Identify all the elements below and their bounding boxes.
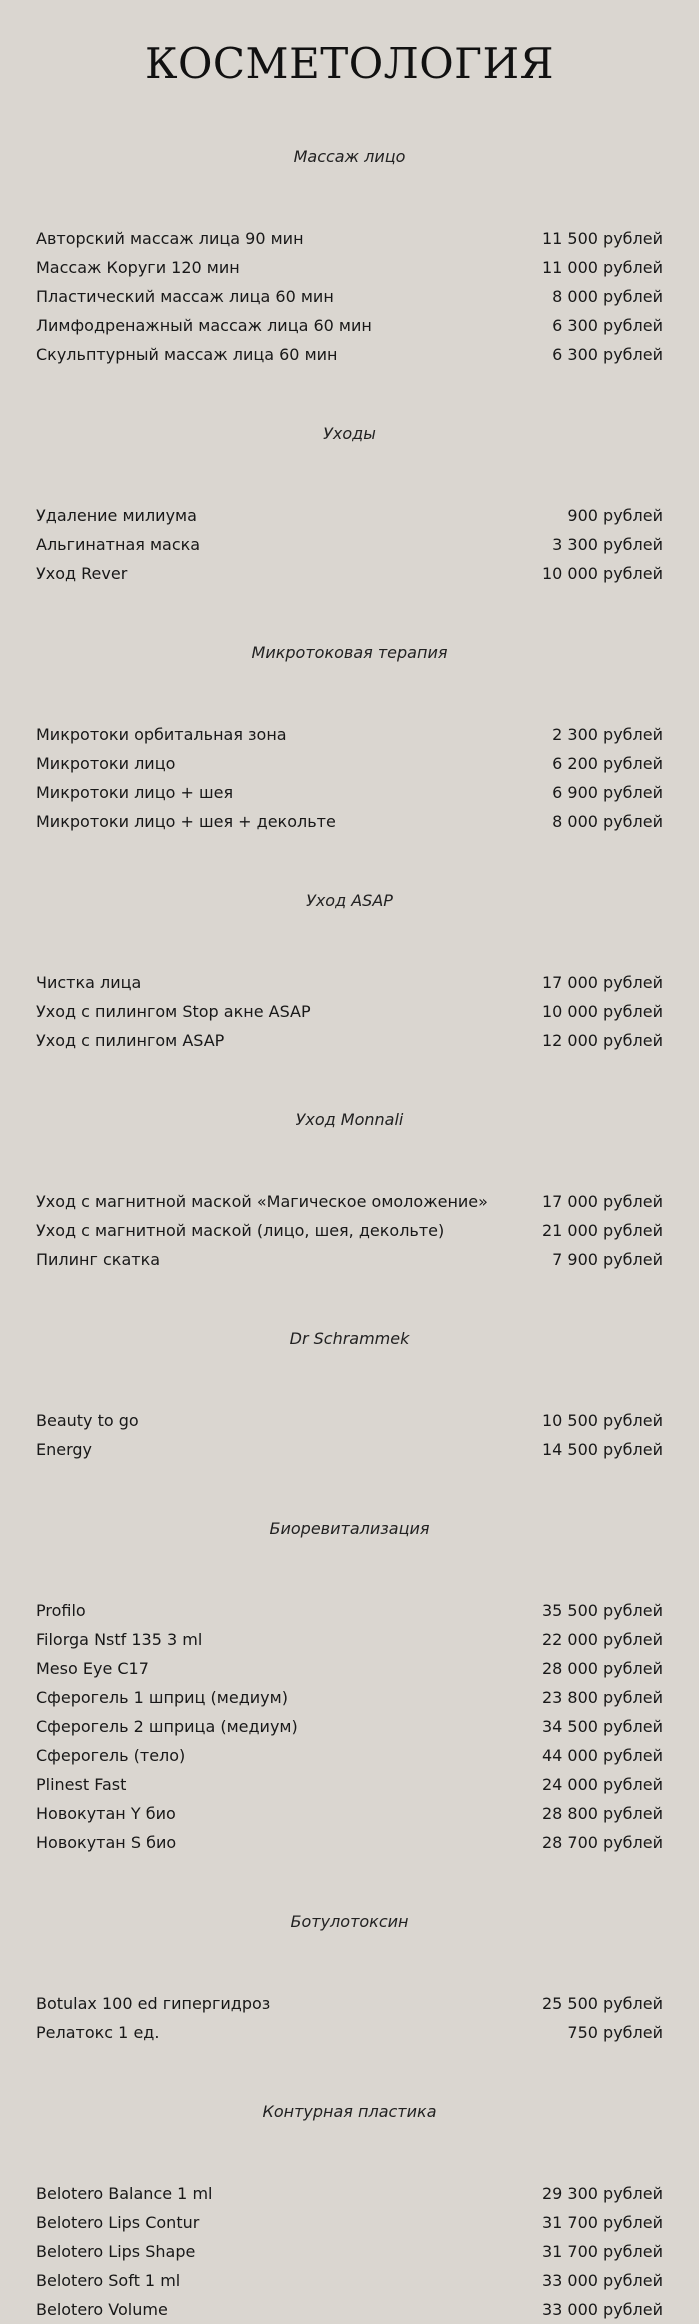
service-name: Beauty to go xyxy=(36,1411,139,1430)
service-price: 8 000 рублей xyxy=(552,287,663,306)
price-section xyxy=(36,886,663,1055)
service-name: Новокутан Y био xyxy=(36,1804,176,1823)
service-price: 24 000 рублей xyxy=(541,1775,663,1794)
service-price: 10 500 рублей xyxy=(541,1411,663,1430)
service-name: Сферогель 1 шприц (медиум) xyxy=(36,1688,288,1707)
section-title: Уход ASAP xyxy=(306,891,393,910)
price-section xyxy=(36,419,663,588)
price-row xyxy=(36,1187,663,1216)
service-price: 2 300 рублей xyxy=(552,725,663,744)
service-price: 750 рублей xyxy=(567,2023,663,2042)
price-list xyxy=(36,1989,663,2047)
price-section xyxy=(36,2097,663,2324)
service-price: 22 000 рублей xyxy=(541,1630,663,1649)
price-row xyxy=(36,1406,663,1435)
price-row xyxy=(36,530,663,559)
service-price: 11 500 рублей xyxy=(541,229,663,248)
service-price: 28 800 рублей xyxy=(541,1804,663,1823)
price-row xyxy=(36,1989,663,2018)
price-list xyxy=(36,501,663,588)
section-title: Ботулотоксин xyxy=(290,1912,409,1931)
price-row xyxy=(36,2179,663,2208)
price-section xyxy=(36,1105,663,1274)
service-name: Profilo xyxy=(36,1601,86,1620)
service-price: 34 500 рублей xyxy=(541,1717,663,1736)
price-list xyxy=(36,2179,663,2324)
section-title: Уходы xyxy=(323,424,376,443)
service-name: Belotero Soft 1 ml xyxy=(36,2271,181,2290)
service-name: Energy xyxy=(36,1440,93,1459)
price-section xyxy=(36,142,663,369)
service-price: 44 000 рублей xyxy=(541,1746,663,1765)
service-price: 31 700 рублей xyxy=(541,2242,663,2261)
service-price: 29 300 рублей xyxy=(541,2184,663,2203)
price-row xyxy=(36,1828,663,1857)
service-name: Удаление милиума xyxy=(36,506,197,525)
service-name: Пилинг скатка xyxy=(36,1250,161,1269)
service-name: Botulax 100 ed гипергидроз xyxy=(36,1994,271,2013)
service-name: Belotero Lips Shape xyxy=(36,2242,196,2261)
service-name: Чистка лица xyxy=(36,973,142,992)
service-price: 10 000 рублей xyxy=(541,564,663,583)
price-row xyxy=(36,1654,663,1683)
service-name: Микротоки орбитальная зона xyxy=(36,725,287,744)
service-name: Сферогель (тело) xyxy=(36,1746,186,1765)
service-name: Новокутан S био xyxy=(36,1833,177,1852)
service-name: Массаж Коруги 120 мин xyxy=(36,258,240,277)
section-title: Контурная пластика xyxy=(262,2102,437,2121)
service-price: 17 000 рублей xyxy=(541,973,663,992)
section-title: Микротоковая терапия xyxy=(251,643,448,662)
price-row xyxy=(36,807,663,836)
service-name: Filorga Nstf 135 3 ml xyxy=(36,1630,203,1649)
price-row xyxy=(36,282,663,311)
price-row xyxy=(36,2266,663,2295)
service-name: Plinest Fast xyxy=(36,1775,127,1794)
price-row xyxy=(36,1683,663,1712)
price-row xyxy=(36,778,663,807)
price-row xyxy=(36,1596,663,1625)
service-price: 12 000 рублей xyxy=(541,1031,663,1050)
service-price: 31 700 рублей xyxy=(541,2213,663,2232)
price-row xyxy=(36,997,663,1026)
service-name: Belotero Lips Contur xyxy=(36,2213,200,2232)
section-title: Массаж лицо xyxy=(293,147,406,166)
service-name: Сферогель 2 шприца (медиум) xyxy=(36,1717,298,1736)
price-list xyxy=(36,224,663,369)
price-list xyxy=(36,1596,663,1857)
service-price: 14 500 рублей xyxy=(541,1440,663,1459)
price-row xyxy=(36,1245,663,1274)
price-row xyxy=(36,340,663,369)
service-price: 25 500 рублей xyxy=(541,1994,663,2013)
price-row xyxy=(36,1712,663,1741)
price-list xyxy=(36,720,663,836)
price-list xyxy=(36,1406,663,1464)
price-row xyxy=(36,749,663,778)
service-name: Микротоки лицо xyxy=(36,754,176,773)
price-row xyxy=(36,1770,663,1799)
price-row xyxy=(36,311,663,340)
service-name: Belotero Balance 1 ml xyxy=(36,2184,213,2203)
service-name: Уход с пилингом ASAP xyxy=(36,1031,225,1050)
service-price: 8 000 рублей xyxy=(552,812,663,831)
price-row xyxy=(36,224,663,253)
section-title: Уход Monnali xyxy=(295,1110,404,1129)
price-row xyxy=(36,1625,663,1654)
price-sections xyxy=(36,142,663,2324)
section-title: Dr Schrammek xyxy=(289,1329,410,1348)
price-row xyxy=(36,1741,663,1770)
section-title: Биоревитализация xyxy=(269,1519,430,1538)
service-price: 3 300 рублей xyxy=(552,535,663,554)
service-name: Микротоки лицо + шея + декольте xyxy=(36,812,336,831)
price-row xyxy=(36,2295,663,2324)
service-price: 33 000 рублей xyxy=(541,2300,663,2319)
service-name: Релатокс 1 ед. xyxy=(36,2023,160,2042)
service-price: 900 рублей xyxy=(567,506,663,525)
price-section xyxy=(36,1324,663,1464)
price-row xyxy=(36,559,663,588)
price-row xyxy=(36,2208,663,2237)
price-row xyxy=(36,253,663,282)
service-name: Уход с магнитной маской «Магическое омоложение» xyxy=(36,1192,488,1211)
service-name: Микротоки лицо + шея xyxy=(36,783,234,802)
price-row xyxy=(36,1216,663,1245)
service-price: 28 700 рублей xyxy=(541,1833,663,1852)
price-list xyxy=(36,1187,663,1274)
service-name: Авторский массаж лица 90 мин xyxy=(36,229,304,248)
service-price: 6 900 рублей xyxy=(552,783,663,802)
service-name: Belotero Volume xyxy=(36,2300,168,2319)
service-price: 21 000 рублей xyxy=(541,1221,663,1240)
service-name: Пластический массаж лица 60 мин xyxy=(36,287,334,306)
price-row xyxy=(36,1026,663,1055)
service-price: 10 000 рублей xyxy=(541,1002,663,1021)
service-price: 7 900 рублей xyxy=(552,1250,663,1269)
service-price: 6 300 рублей xyxy=(552,345,663,364)
price-row xyxy=(36,2018,663,2047)
service-name: Скульптурный массаж лица 60 мин xyxy=(36,345,338,364)
service-name: Meso Eye C17 xyxy=(36,1659,149,1678)
service-price: 23 800 рублей xyxy=(541,1688,663,1707)
price-row xyxy=(36,2237,663,2266)
price-section xyxy=(36,1907,663,2047)
page-title: КОСМЕТОЛОГИЯ xyxy=(144,39,555,88)
service-price: 6 200 рублей xyxy=(552,754,663,773)
service-price: 33 000 рублей xyxy=(541,2271,663,2290)
price-row xyxy=(36,1435,663,1464)
price-row xyxy=(36,501,663,530)
service-price: 11 000 рублей xyxy=(541,258,663,277)
service-price: 28 000 рублей xyxy=(541,1659,663,1678)
service-name: Лимфодренажный массаж лица 60 мин xyxy=(36,316,372,335)
service-name: Уход с магнитной маской (лицо, шея, декольте) xyxy=(36,1221,445,1240)
price-row xyxy=(36,1799,663,1828)
price-section xyxy=(36,638,663,836)
price-row xyxy=(36,720,663,749)
service-price: 35 500 рублей xyxy=(541,1601,663,1620)
service-price: 6 300 рублей xyxy=(552,316,663,335)
service-price: 17 000 рублей xyxy=(541,1192,663,1211)
service-name: Альгинатная маска xyxy=(36,535,201,554)
service-name: Уход Rever xyxy=(36,564,128,583)
price-row xyxy=(36,968,663,997)
service-name: Уход с пилингом Stop акне ASAP xyxy=(36,1002,311,1021)
price-list xyxy=(36,968,663,1055)
price-section xyxy=(36,1514,663,1857)
